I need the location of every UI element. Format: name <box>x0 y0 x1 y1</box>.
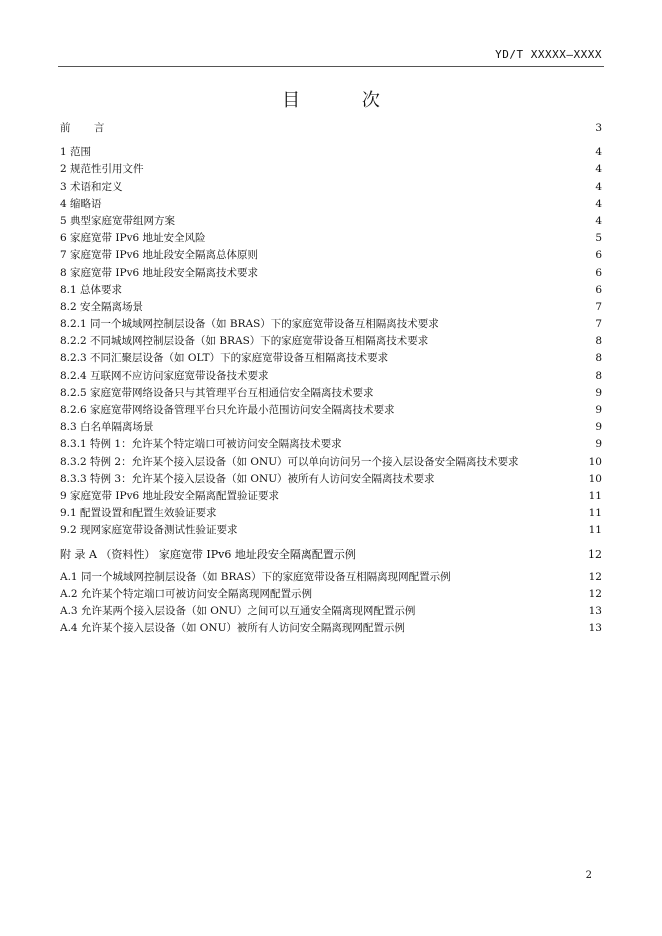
toc-entry-page: 7 <box>595 318 602 331</box>
toc-entry[interactable] <box>60 586 602 603</box>
toc-entry-page: 11 <box>588 507 602 520</box>
toc-entry[interactable] <box>60 546 602 563</box>
toc-entry[interactable] <box>60 603 602 620</box>
toc-entry[interactable] <box>60 471 602 488</box>
toc-entry-label: 8.2 安全隔离场景 <box>60 300 144 313</box>
toc-entry[interactable] <box>60 282 602 299</box>
toc-entry-page: 12 <box>588 587 602 600</box>
table-of-contents <box>60 120 602 637</box>
toc-entry[interactable] <box>60 569 602 586</box>
toc-entry-label: A.4 允许某个接入层设备（如 ONU）被所有人访问安全隔离现网配置示例 <box>60 622 405 635</box>
toc-entry-label: 8.2.3 不同汇聚层设备（如 OLT）下的家庭宽带设备互相隔离技术要求 <box>60 352 389 365</box>
toc-entry[interactable] <box>60 419 602 436</box>
toc-entry[interactable] <box>60 213 602 230</box>
toc-entry-page: 10 <box>588 472 602 485</box>
toc-entry-page: 10 <box>588 455 602 468</box>
toc-entry-label: 8.3.2 特例 2：允许某个接入层设备（如 ONU）可以单向访问另一个接入层设备安全隔离技术要求 <box>60 455 519 468</box>
toc-entry-label: 8.2.5 家庭宽带网络设备只与其管理平台互相通信安全隔离技术要求 <box>60 386 374 399</box>
toc-entry-label: A.2 允许某个特定端口可被访问安全隔离现网配置示例 <box>60 587 312 600</box>
toc-entry[interactable] <box>60 144 602 161</box>
toc-entry[interactable] <box>60 120 602 137</box>
toc-entry-page: 9 <box>595 438 602 451</box>
toc-entry-label: 2 规范性引用文件 <box>60 163 144 176</box>
toc-entry-label: 4 缩略语 <box>60 197 102 210</box>
toc-entry-page: 4 <box>595 197 602 210</box>
toc-entry-page: 12 <box>588 547 602 561</box>
toc-entry-page: 8 <box>595 369 602 382</box>
toc-entry[interactable] <box>60 161 602 178</box>
toc-entry-label: 9 家庭宽带 IPv6 地址段安全隔离配置验证要求 <box>60 489 280 502</box>
toc-entry-page: 4 <box>595 146 602 159</box>
toc-entry-page: 9 <box>595 386 602 399</box>
toc-entry-label: 8.3 白名单隔离场景 <box>60 421 154 434</box>
toc-entry-page: 9 <box>595 421 602 434</box>
toc-entry-label: 5 典型家庭宽带组网方案 <box>60 214 176 227</box>
toc-entry-label: 附 录 A （资料性） 家庭宽带 IPv6 地址段安全隔离配置示例 <box>60 547 356 561</box>
toc-entry-label: 7 家庭宽带 IPv6 地址段安全隔离总体原则 <box>60 249 259 262</box>
toc-entry-label: 9.1 配置设置和配置生效验证要求 <box>60 507 217 520</box>
toc-entry[interactable] <box>60 522 602 539</box>
toc-entry[interactable] <box>60 620 602 637</box>
toc-entry-page: 4 <box>595 214 602 227</box>
toc-entry-label: 8.1 总体要求 <box>60 283 123 296</box>
toc-entry-label: 8.2.4 互联网不应访问家庭宽带设备技术要求 <box>60 369 269 382</box>
toc-entry[interactable] <box>60 488 602 505</box>
toc-entry[interactable] <box>60 368 602 385</box>
toc-entry-label: 8.2.6 家庭宽带网络设备管理平台只允许最小范围访问安全隔离技术要求 <box>60 404 395 416</box>
toc-entry-page: 11 <box>588 489 602 502</box>
toc-entry-page: 12 <box>588 570 602 583</box>
toc-entry-label: 9.2 现网家庭宽带设备测试性验证要求 <box>60 524 238 537</box>
toc-entry[interactable] <box>60 350 602 367</box>
toc-entry[interactable] <box>60 454 602 471</box>
toc-entry[interactable] <box>60 385 602 402</box>
toc-entry-page: 6 <box>595 266 602 279</box>
toc-entry[interactable] <box>60 333 602 350</box>
toc-entry-label: 3 术语和定义 <box>60 180 123 193</box>
toc-entry-page: 5 <box>595 232 602 245</box>
toc-entry-page: 3 <box>595 122 602 134</box>
document-code: YD/T XXXXX—XXXX <box>495 48 602 61</box>
toc-entry-page: 4 <box>595 180 602 193</box>
toc-entry-page: 13 <box>588 622 602 635</box>
toc-entry[interactable] <box>60 265 602 282</box>
toc-entry-page: 8 <box>595 352 602 365</box>
toc-entry-page: 8 <box>595 335 602 348</box>
toc-entry-page: 13 <box>588 605 602 618</box>
header-divider <box>58 66 604 67</box>
page-title: 目 次 <box>282 90 408 111</box>
toc-entry-label: A.3 允许某两个接入层设备（如 ONU）之间可以互通安全隔离现网配置示例 <box>60 605 416 618</box>
toc-entry[interactable] <box>60 196 602 213</box>
toc-entry-label: A.1 同一个城域网控制层设备（如 BRAS）下的家庭宽带设备互相隔离现网配置示例 <box>60 570 451 583</box>
toc-entry[interactable] <box>60 316 602 333</box>
toc-entry-label: 前 言 <box>60 122 115 134</box>
toc-entry-label: 6 家庭宽带 IPv6 地址安全风险 <box>60 232 206 245</box>
toc-entry-page: 7 <box>595 300 602 313</box>
toc-entry-label: 8.2.1 同一个城域网控制层设备（如 BRAS）下的家庭宽带设备互相隔离技术要求 <box>60 318 439 331</box>
toc-entry-label: 8 家庭宽带 IPv6 地址段安全隔离技术要求 <box>60 266 259 279</box>
toc-entry-page: 4 <box>595 163 602 176</box>
toc-entry-label: 8.2.2 不同城域网控制层设备（如 BRAS）下的家庭宽带设备互相隔离技术要求 <box>60 335 429 348</box>
toc-entry-label: 8.3.3 特例 3：允许某个接入层设备（如 ONU）被所有人访问安全隔离技术要求 <box>60 472 435 485</box>
toc-entry[interactable] <box>60 402 602 419</box>
toc-entry[interactable] <box>60 230 602 247</box>
toc-entry[interactable] <box>60 436 602 453</box>
toc-entry-page: 11 <box>588 524 602 537</box>
toc-entry-label: 1 范围 <box>60 146 92 159</box>
toc-entry-label: 8.3.1 特例 1：允许某个特定端口可被访问安全隔离技术要求 <box>60 438 342 451</box>
toc-entry[interactable] <box>60 179 602 196</box>
toc-entry-page: 9 <box>595 404 602 416</box>
toc-entry-page: 6 <box>595 283 602 296</box>
page-number: 2 <box>585 870 592 881</box>
toc-entry-page: 6 <box>595 249 602 262</box>
toc-entry[interactable] <box>60 299 602 316</box>
toc-entry[interactable] <box>60 505 602 522</box>
toc-entry[interactable] <box>60 247 602 264</box>
